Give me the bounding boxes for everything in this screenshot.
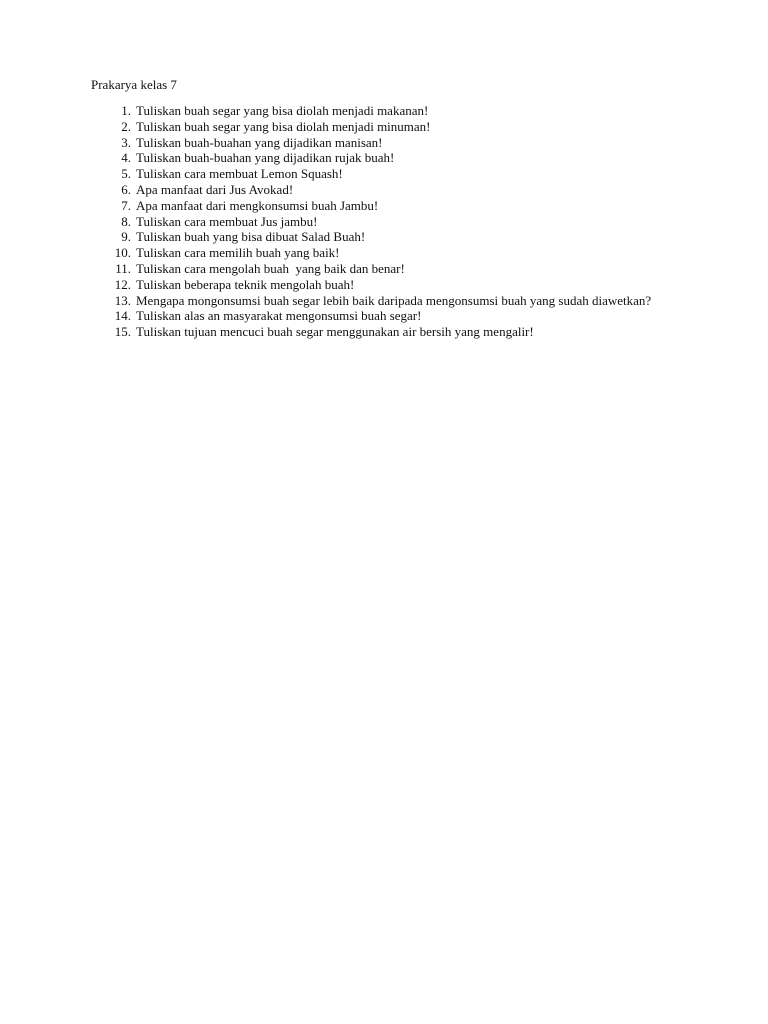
question-text: Tuliskan buah-buahan yang dijadikan manisan!	[136, 134, 383, 150]
question-text: Tuliskan buah segar yang bisa diolah menjadi makanan!	[136, 103, 429, 118]
question-number: 9.	[121, 229, 131, 245]
question-number: 10.	[114, 245, 131, 261]
question-text: Tuliskan beberapa teknik mengolah buah!	[136, 276, 355, 292]
question-item	[91, 245, 677, 261]
question-item	[91, 261, 677, 277]
question-item	[91, 135, 677, 151]
question-text: Tuliskan cara mengolah buah yang baik dan benar!	[136, 260, 405, 276]
question-text: Tuliskan tujuan mencuci buah segar menggunakan air bersih yang mengalir!	[136, 324, 534, 340]
question-item	[91, 150, 677, 166]
question-number: 3.	[121, 134, 131, 150]
question-text: Apa manfaat dari Jus Avokad!	[136, 181, 294, 197]
question-text: Tuliskan buah yang bisa dibuat Salad Buah!	[136, 229, 366, 245]
document-title: Prakarya kelas 7	[91, 77, 177, 92]
question-item	[91, 324, 677, 340]
question-text: Tuliskan buah segar yang bisa diolah menjadi minuman!	[136, 118, 431, 134]
question-number: 12.	[114, 276, 131, 292]
question-number: 2.	[121, 118, 131, 134]
question-number: 8.	[121, 213, 131, 229]
question-text: Tuliskan cara membuat Lemon Squash!	[136, 166, 343, 182]
question-text: Tuliskan buah-buahan yang dijadikan rujak buah!	[136, 150, 395, 166]
question-text: Apa manfaat dari mengkonsumsi buah Jambu!	[136, 197, 379, 213]
question-item	[91, 103, 677, 119]
question-item	[91, 214, 677, 230]
question-text: Tuliskan alas an masyarakat mengonsumsi buah segar!	[136, 308, 422, 324]
question-text: Tuliskan cara memilih buah yang baik!	[136, 245, 340, 261]
question-item	[91, 198, 677, 214]
question-list	[91, 103, 677, 340]
question-item	[91, 182, 677, 198]
question-number: 11.	[115, 260, 131, 276]
question-number: 1.	[121, 103, 131, 118]
question-item	[91, 293, 677, 309]
question-item	[91, 119, 677, 135]
question-number: 13.	[114, 292, 131, 308]
question-number: 4.	[121, 150, 131, 166]
question-number: 5.	[121, 166, 131, 182]
question-number: 7.	[121, 197, 131, 213]
question-number: 6.	[121, 181, 131, 197]
question-item	[91, 277, 677, 293]
question-item	[91, 166, 677, 182]
question-item	[91, 229, 677, 245]
question-number: 14.	[114, 308, 131, 324]
question-number: 15.	[114, 324, 131, 340]
question-item	[91, 308, 677, 324]
question-text: Tuliskan cara membuat Jus jambu!	[136, 213, 318, 229]
question-text: Mengapa mongonsumsi buah segar lebih baik daripada mengonsumsi buah yang sudah diawetkan?	[136, 292, 652, 308]
